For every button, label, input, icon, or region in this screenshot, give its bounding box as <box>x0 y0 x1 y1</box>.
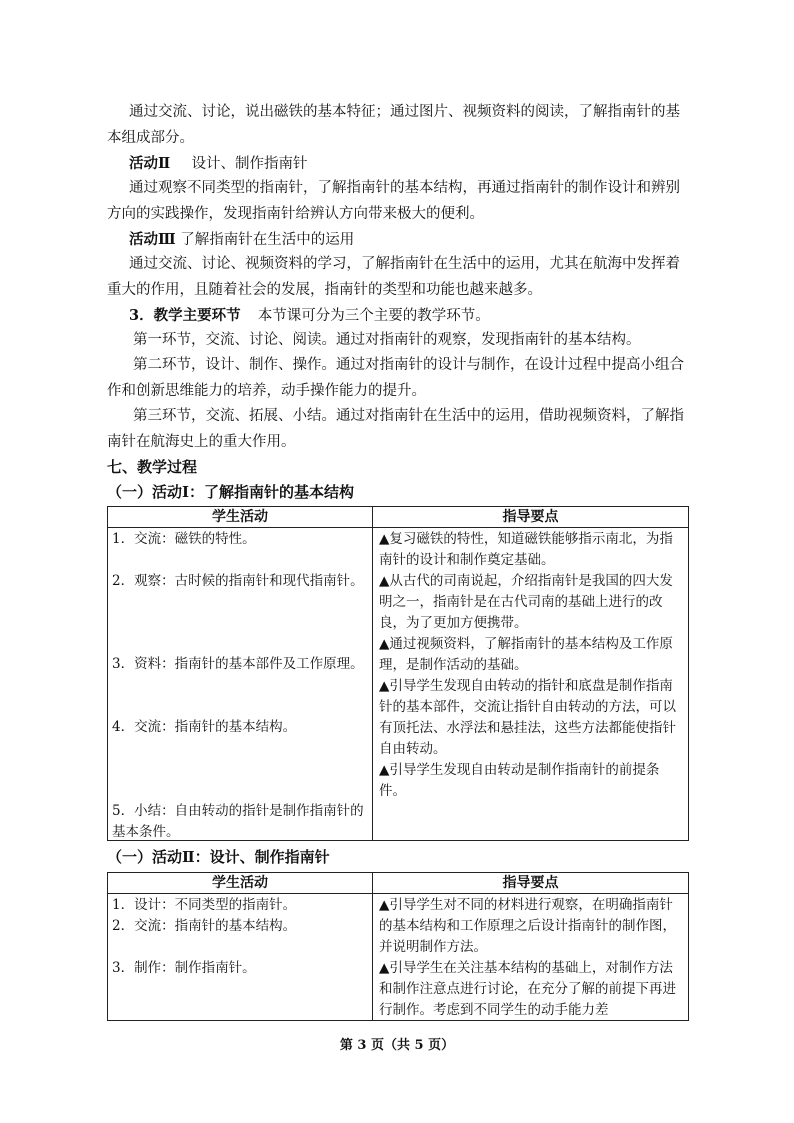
step1-paragraph: 第一环节，交流、讨论、阅读。通过对指南针的观察，发现指南针的基本结构。 <box>133 332 641 348</box>
student-item: 4．交流：指南针的基本结构。 <box>112 719 297 735</box>
student-item: 3．资料：指南针的基本部件及工作原理。 <box>112 656 364 672</box>
section3-text: 本节课可分为三个主要的教学环节。 <box>257 308 490 324</box>
activity2-heading: （一）活动Ⅱ：设计、制作指南针 <box>107 848 330 866</box>
activity1-table <box>107 506 689 841</box>
paragraph-activity2-summary: 通过观察不同类型的指南针，了解指南针的基本结构，再通过指南针的制作设计和辨别方向的实践操作，发现指南针给辨认方向带来极大的便利。 <box>107 180 680 222</box>
guide-item: ▲通过视频资料，了解指南针的基本结构及工作原理，是制作活动的基础。 <box>379 636 673 673</box>
activity3-title: 活动Ⅲ <box>129 231 176 248</box>
section3-line <box>107 303 690 330</box>
guide-item: ▲引导学生对不同的材料进行观察，在明确指南针的基本结构和工作原理之后设计指南针的制作图，并说明制作方法。 <box>379 897 676 955</box>
table-row <box>108 894 689 1021</box>
step2-paragraph: 第二环节，设计、制作、操作。通过对指南针的设计与制作，在设计过程中提高小组合作和创新思维能力的培养，动手操作能力的提升。 <box>107 357 684 399</box>
student-activities-cell <box>108 528 373 841</box>
guide-points-cell <box>373 894 689 1021</box>
column-header-student: 学生活动 <box>108 507 373 528</box>
activity1-heading: （一）活动Ⅰ：了解指南针的基本结构 <box>107 483 355 501</box>
student-item: 2．交流：指南针的基本结构。 <box>112 918 297 934</box>
student-item: 3．制作：制作指南针。 <box>112 960 256 976</box>
guide-points-cell <box>373 528 689 841</box>
student-item: 5．小结：自由转动的指针是制作指南针的基本条件。 <box>112 803 364 840</box>
table-row <box>108 528 689 841</box>
section3-title: 3．教学主要环节 <box>129 307 241 324</box>
activity2-name: 设计、制作指南针 <box>191 156 308 172</box>
column-header-student: 学生活动 <box>108 873 373 894</box>
guide-item: ▲引导学生发现自由转动是制作指南针的前提条件。 <box>379 762 660 799</box>
step3-paragraph: 第三环节，交流、拓展、小结。通过对指南针在生活中的运用，借助视频资料，了解指南针在航海史上的重大作用。 <box>107 408 684 450</box>
student-item: 1．设计：不同类型的指南针。 <box>112 897 297 913</box>
guide-item: ▲引导学生发现自由转动的指针和底盘是制作指南针的基本部件，交流让指针自由转动的方法，可以有顶托法、水浮法和悬挂法，这些方法都能使指针自由转动。 <box>379 678 676 757</box>
paragraph-activity3-summary: 通过交流、讨论、视频资料的学习，了解指南针在生活中的运用，尤其在航海中发挥着重大的作用，且随着社会的发展，指南针的类型和功能也越来越多。 <box>107 256 680 298</box>
student-item: 2．观察：古时候的指南针和现代指南针。 <box>112 573 364 589</box>
guide-item: ▲复习磁铁的特性，知道磁铁能够指示南北，为指南针的设计和制作奠定基础。 <box>379 531 673 568</box>
activity3-name: 了解指南针在生活中的运用 <box>180 232 355 248</box>
student-activities-cell <box>108 894 373 1021</box>
column-header-guide: 指导要点 <box>373 873 689 894</box>
activity2-table <box>107 872 689 1021</box>
guide-item: ▲引导学生在关注基本结构的基础上，对制作方法和制作注意点进行讨论，在充分了解的前提下再进行制作。考虑到不同学生的动手能力差 <box>379 960 676 1018</box>
page-footer: 第 3 页（共 5 页） <box>339 1038 455 1053</box>
guide-item: ▲从古代的司南说起，介绍指南针是我国的四大发明之一，指南针是在古代司南的基础上进行的改良，为了更加方便携带。 <box>379 573 673 631</box>
section7-heading: 七、教学过程 <box>107 458 198 476</box>
paragraph-activity1-summary: 通过交流、讨论，说出磁铁的基本特征；通过图片、视频资料的阅读，了解指南针的基本组成部分。 <box>107 104 680 146</box>
student-item: 1．交流：磁铁的特性。 <box>112 531 256 547</box>
table-header-row <box>108 873 689 894</box>
activity2-line <box>107 151 690 178</box>
table-header-row <box>108 507 689 528</box>
activity3-line <box>107 227 690 254</box>
column-header-guide: 指导要点 <box>373 507 689 528</box>
activity2-title: 活动Ⅱ <box>129 155 171 172</box>
